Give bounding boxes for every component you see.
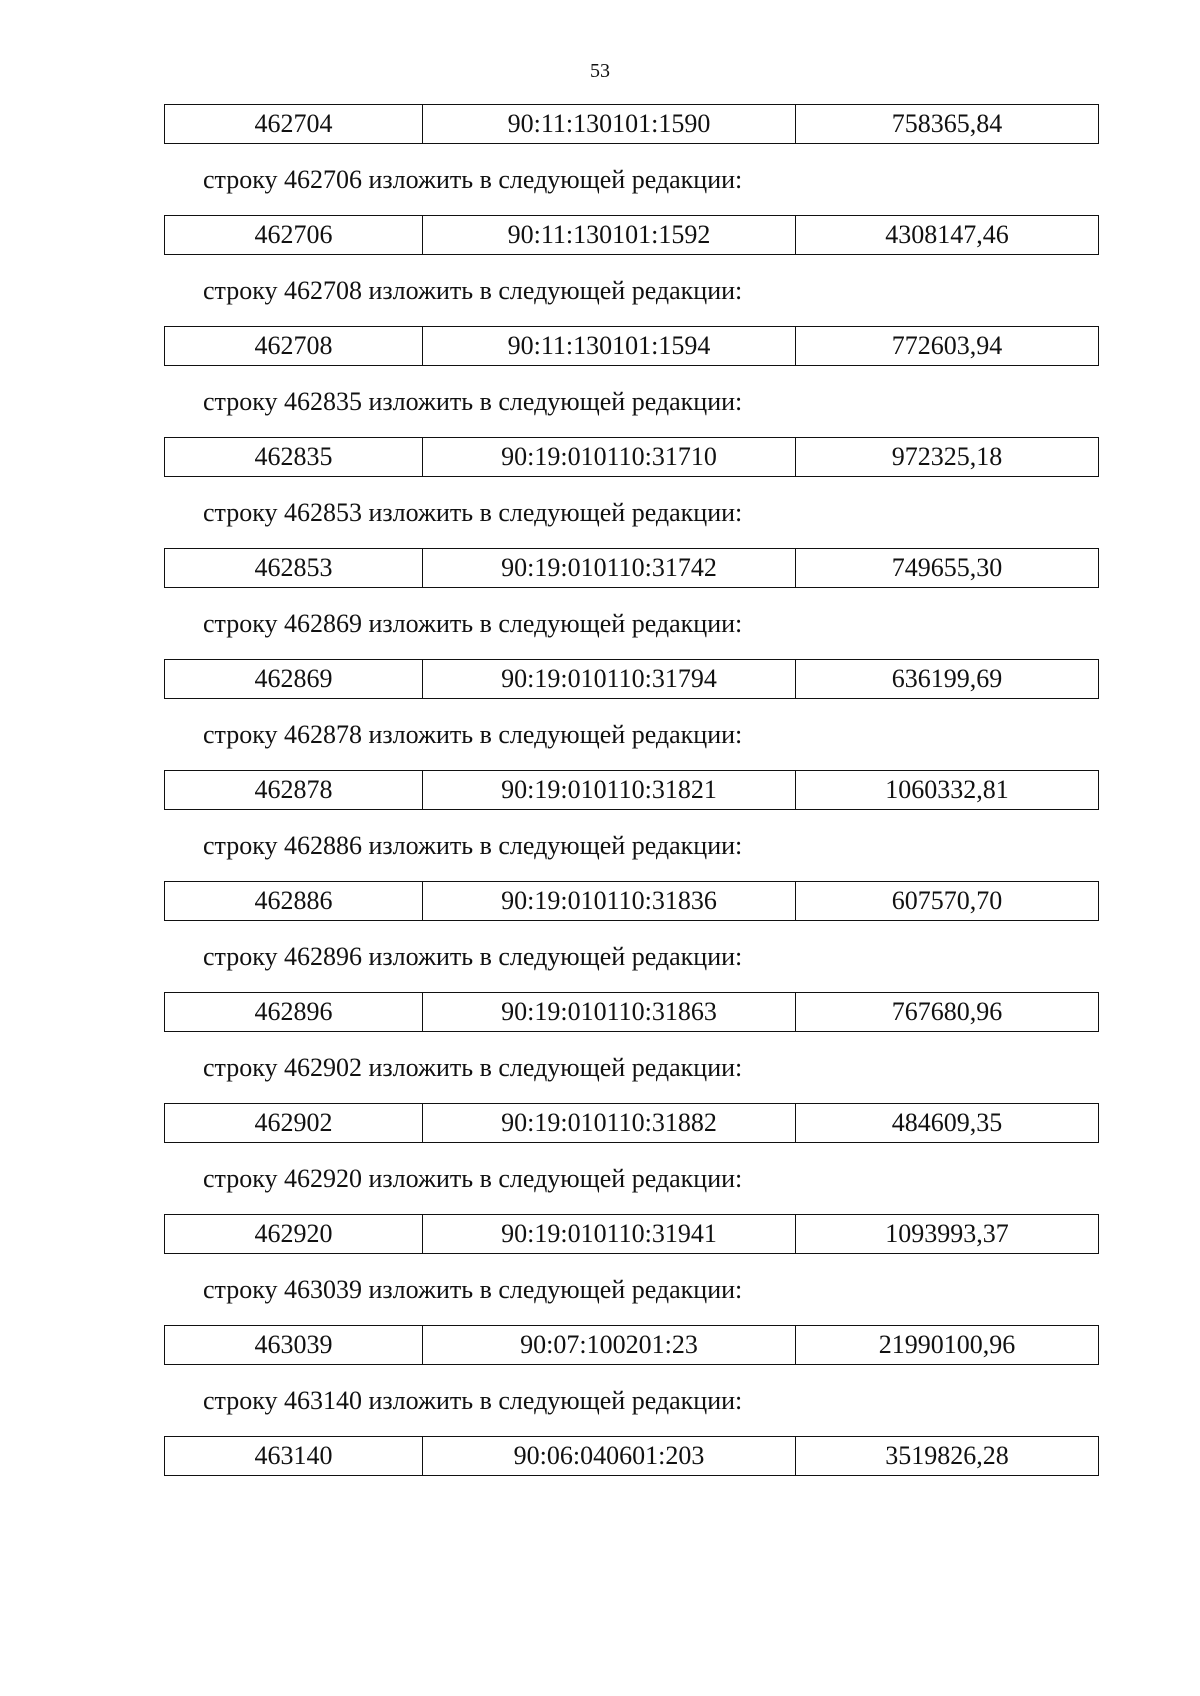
table-row xyxy=(164,1214,1099,1254)
table-row xyxy=(164,770,1099,810)
value-cell: 758365,84 xyxy=(891,109,1003,138)
cadastral-number-cell: 90:19:010110:31794 xyxy=(423,660,796,698)
value-cell: 3519826,28 xyxy=(885,1441,1009,1470)
row-number-cell: 463140 xyxy=(165,1437,423,1475)
amendment-instruction: строку 462869 изложить в следующей редакции: xyxy=(203,609,743,638)
table-row xyxy=(164,881,1099,921)
amendment-instruction: строку 462902 изложить в следующей редакции: xyxy=(203,1053,743,1082)
value-cell: 21990100,96 xyxy=(878,1330,1016,1359)
table-row xyxy=(164,992,1099,1032)
amendment-instruction: строку 462896 изложить в следующей редакции: xyxy=(203,942,743,971)
table-row xyxy=(164,437,1099,477)
cadastral-number-cell: 90:11:130101:1592 xyxy=(423,216,796,254)
table-row xyxy=(164,215,1099,255)
value-cell: 4308147,46 xyxy=(885,220,1009,249)
cadastral-number-cell: 90:19:010110:31863 xyxy=(423,993,796,1031)
cadastral-number-cell: 90:19:010110:31821 xyxy=(423,771,796,809)
row-number-cell: 463039 xyxy=(165,1326,423,1364)
amendment-instruction: строку 463140 изложить в следующей редакции: xyxy=(203,1386,743,1415)
value-cell: 1060332,81 xyxy=(885,775,1009,804)
value-cell: 636199,69 xyxy=(891,664,1003,693)
row-number-cell: 462878 xyxy=(165,771,423,809)
cadastral-number-cell: 90:19:010110:31742 xyxy=(423,549,796,587)
row-number-cell: 462896 xyxy=(165,993,423,1031)
amendment-instruction: строку 462708 изложить в следующей редакции: xyxy=(203,276,743,305)
row-number-cell: 462704 xyxy=(165,105,423,143)
row-number-cell: 462706 xyxy=(165,216,423,254)
amendment-instruction: строку 462835 изложить в следующей редакции: xyxy=(203,387,743,416)
row-number-cell: 462708 xyxy=(165,327,423,365)
row-number-cell: 462869 xyxy=(165,660,423,698)
value-cell: 484609,35 xyxy=(891,1108,1003,1137)
row-number-cell: 462886 xyxy=(165,882,423,920)
cadastral-number-cell: 90:11:130101:1590 xyxy=(423,105,796,143)
amendment-instruction: строку 463039 изложить в следующей редакции: xyxy=(203,1275,743,1304)
cadastral-number-cell: 90:11:130101:1594 xyxy=(423,327,796,365)
value-cell: 772603,94 xyxy=(891,331,1003,360)
document-body xyxy=(0,104,1200,1476)
value-cell: 767680,96 xyxy=(891,997,1003,1026)
row-number-cell: 462853 xyxy=(165,549,423,587)
cadastral-number-cell: 90:19:010110:31882 xyxy=(423,1104,796,1142)
amendment-instruction: строку 462920 изложить в следующей редакции: xyxy=(203,1164,743,1193)
amendment-instruction: строку 462878 изложить в следующей редакции: xyxy=(203,720,743,749)
amendment-instruction: строку 462706 изложить в следующей редакции: xyxy=(203,165,743,194)
table-row xyxy=(164,1103,1099,1143)
amendment-instruction: строку 462886 изложить в следующей редакции: xyxy=(203,831,743,860)
cadastral-number-cell: 90:19:010110:31836 xyxy=(423,882,796,920)
row-number-cell: 462835 xyxy=(165,438,423,476)
row-number-cell: 462902 xyxy=(165,1104,423,1142)
page-number: 53 xyxy=(590,60,610,82)
amendment-instruction: строку 462853 изложить в следующей редакции: xyxy=(203,498,743,527)
row-number-cell: 462920 xyxy=(165,1215,423,1253)
cadastral-number-cell: 90:19:010110:31710 xyxy=(423,438,796,476)
cadastral-number-cell: 90:19:010110:31941 xyxy=(423,1215,796,1253)
table-row xyxy=(164,326,1099,366)
table-row xyxy=(164,104,1099,144)
value-cell: 749655,30 xyxy=(891,553,1003,582)
cadastral-number-cell: 90:06:040601:203 xyxy=(423,1437,796,1475)
value-cell: 607570,70 xyxy=(891,886,1003,915)
table-row xyxy=(164,1436,1099,1476)
table-row xyxy=(164,659,1099,699)
table-row xyxy=(164,548,1099,588)
value-cell: 1093993,37 xyxy=(885,1219,1009,1248)
table-row xyxy=(164,1325,1099,1365)
cadastral-number-cell: 90:07:100201:23 xyxy=(423,1326,796,1364)
value-cell: 972325,18 xyxy=(891,442,1003,471)
